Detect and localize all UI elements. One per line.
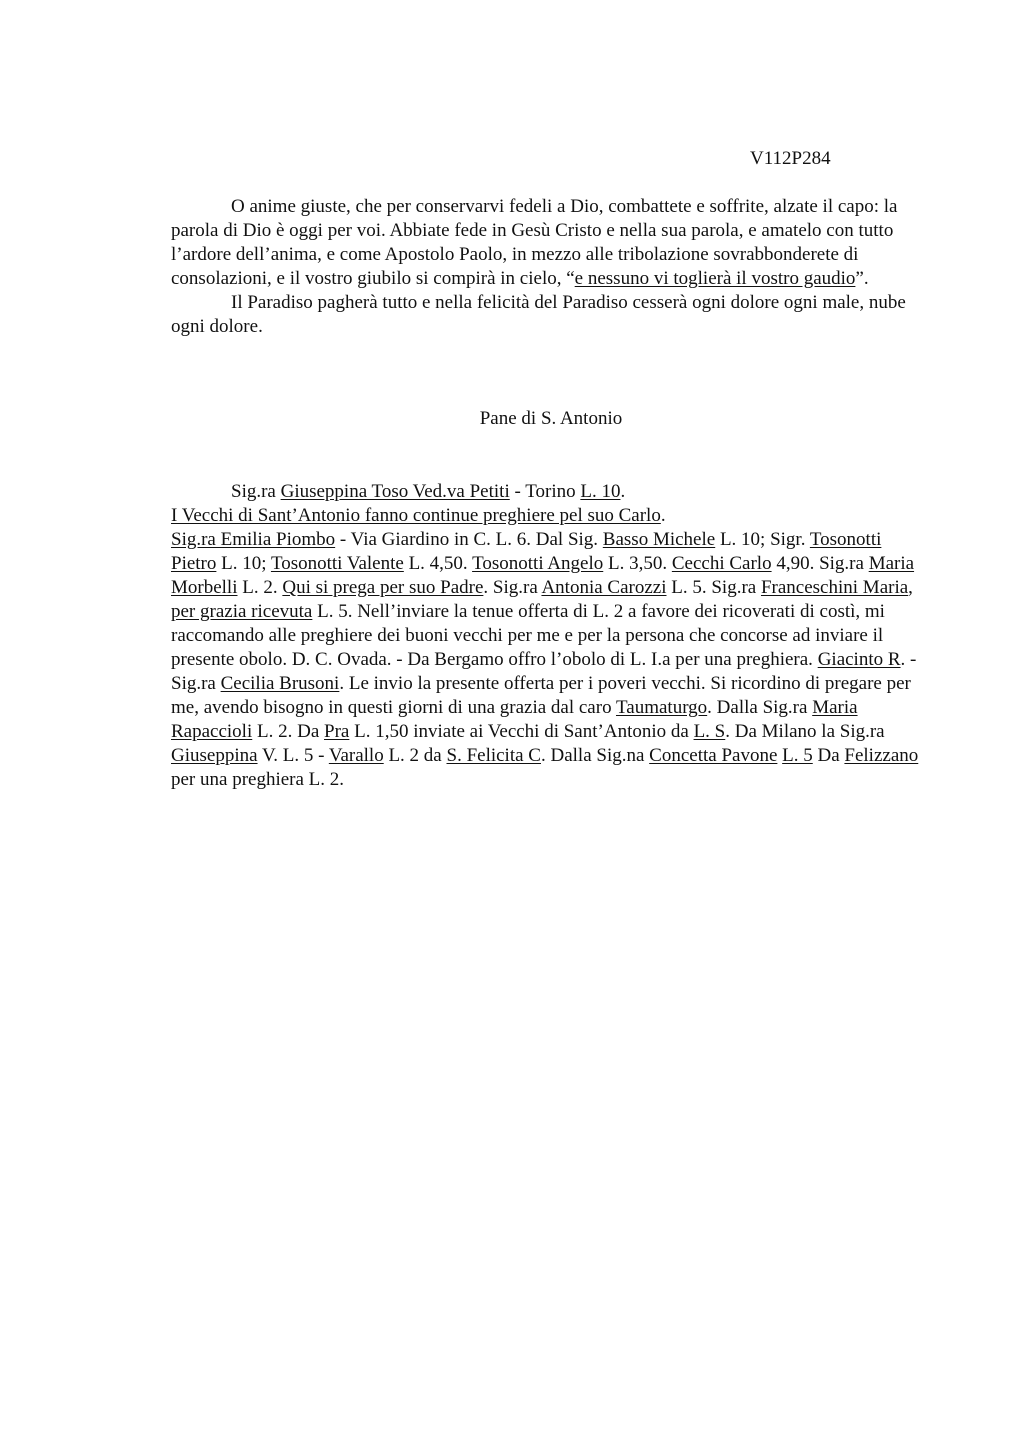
place-name: Felizzano <box>844 745 919 766</box>
offering-text: . - Sig.ra <box>171 649 917 694</box>
offering-text: L. 10; <box>216 553 271 574</box>
offering-amount: L. 5 <box>782 745 813 766</box>
offering-text: L. 2. <box>237 577 283 598</box>
offering-text: V. L. 5 - <box>257 745 329 766</box>
offering-text: per una preghiera L. 2. <box>171 769 345 790</box>
donor-name: Giuseppina Toso Ved.va Petiti <box>280 481 510 502</box>
offering-line-2 <box>171 504 931 528</box>
underlined-note: Taumaturgo <box>615 697 708 718</box>
donor-name: Antonia Carozzi <box>541 577 667 598</box>
offering-text: Da <box>812 745 845 766</box>
offering-line-1 <box>171 480 931 504</box>
offering-text: . <box>660 505 666 526</box>
intro-text-1-end: ”. <box>855 268 869 289</box>
donor-name: Giuseppina <box>171 745 258 766</box>
donor-name: S. Felicita C <box>446 745 541 766</box>
offering-text: . Le invio la presente offerta per i poveri vecchi. Si ricordino di pregare per me, avendo bisogno in questi giorni di una grazia dal caro <box>171 673 911 718</box>
underlined-note: Qui si prega per suo Padre <box>282 577 484 598</box>
donor-name: Maria Rapaccioli <box>171 697 858 742</box>
underlined-note: I Vecchi di Sant’Antonio fanno continue preghiere pel suo Carlo <box>171 505 661 526</box>
donor-name: Sig.ra Emilia Piombo <box>171 529 336 550</box>
underlined-quote: e nessuno vi toglierà il vostro gaudio <box>574 268 856 289</box>
offering-paragraph <box>171 528 931 792</box>
place-name: Varallo <box>328 745 384 766</box>
place-name: Pra <box>324 721 350 742</box>
donor-name: L. S <box>693 721 726 742</box>
offering-text: L. 3,50. <box>603 553 672 574</box>
offering-text: . Dalla Sig.na <box>540 745 650 766</box>
donor-name: Concetta Pavone <box>649 745 778 766</box>
offering-text: - Via Giardino in C. L. 6. Dal Sig. <box>335 529 603 550</box>
offering-text: L. 2 da <box>383 745 447 766</box>
intro-text <box>171 195 931 339</box>
offering-text: L. 4,50. <box>403 553 473 574</box>
offering-text: 4,90. Sig.ra <box>771 553 869 574</box>
donor-name: Basso Michele <box>602 529 716 550</box>
offering-text: , <box>908 577 913 598</box>
donor-name: Tosonotti Pietro <box>171 529 882 574</box>
offering-text: L. 1,50 inviate ai Vecchi di Sant’Antonio da <box>349 721 694 742</box>
donor-name: Tosonotti Valente <box>270 553 404 574</box>
underlined-note: per grazia ricevuta <box>171 601 313 622</box>
offering-text: - Torino <box>509 481 581 502</box>
donor-name: Cecchi Carlo <box>671 553 772 574</box>
intro-paragraph-2: Il Paradiso pagherà tutto e nella felicità del Paradiso cesserà ogni dolore ogni male, nube ogni dolore. <box>171 292 906 337</box>
offering-text: L. 10; Sigr. <box>715 529 810 550</box>
donor-name: Maria Morbelli <box>171 553 915 598</box>
offerings-list <box>171 480 931 792</box>
offering-text: L. 5. Nell’inviare la tenue offerta di L. 2 a favore dei ricoverati di costì, mi raccomando alle preghiere dei buoni vecchi per me e per la persona che concorse ad inviare il presente obolo. D. C. Ovada. - Da Bergamo offro l’obolo di L. I.a per una preghiera. <box>171 601 885 670</box>
offering-amount: L. 10 <box>580 481 621 502</box>
offering-text: . Sig.ra <box>483 577 542 598</box>
intro-paragraph-1 <box>171 195 931 291</box>
offering-text: . <box>620 481 626 502</box>
donor-name: Giacinto R <box>817 649 901 670</box>
donor-name: Tosonotti Angelo <box>472 553 604 574</box>
offering-text: Sig.ra <box>231 481 281 502</box>
section-title: Pane di S. Antonio <box>479 408 623 429</box>
offering-text: . Da Milano la Sig.ra <box>725 721 885 742</box>
intro-text-1: O anime giuste, che per conservarvi fedeli a Dio, combattete e soffrite, alzate il capo: la parola di Dio è oggi per voi. Abbiate fede in Gesù Cristo e nella sua parola, e amatelo con tutto l’ardore dell’anima, e come Apostolo Paolo, in mezzo alle tribolazione sovrabbonderete di consolazioni, e il vostro giubilo si compirà in cielo, “ <box>171 196 898 289</box>
offering-text: L. 2. Da <box>252 721 325 742</box>
donor-name: Franceschini Maria <box>760 577 909 598</box>
donor-name: Cecilia Brusoni <box>220 673 340 694</box>
offering-text: . Dalla Sig.ra <box>707 697 813 718</box>
offering-text: L. 5. Sig.ra <box>666 577 761 598</box>
page-code: V112P284 <box>750 148 831 169</box>
